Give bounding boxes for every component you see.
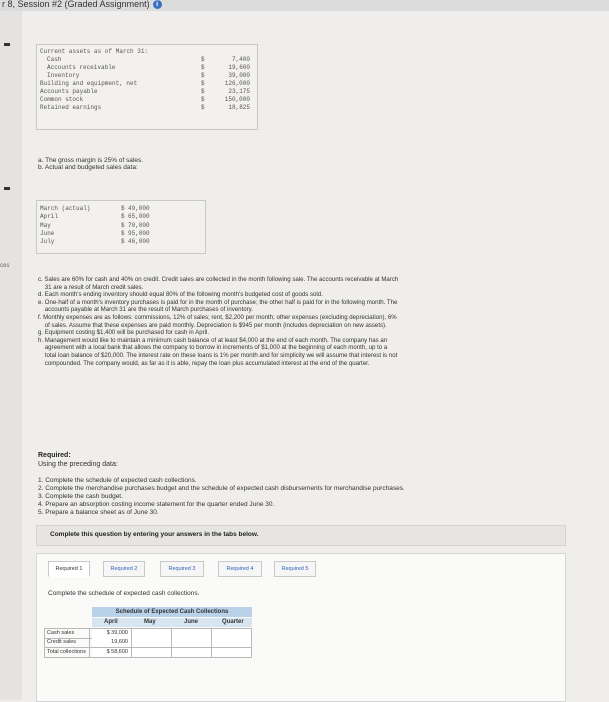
table-row (40, 230, 200, 238)
note-line: c. Sales are 60% for cash and 40% on credit. Credit sales are collected in the month following sale. The accounts receivable at March (38, 276, 399, 283)
row-amount: 7,400 (231, 56, 250, 63)
row-amount: 19,600 (228, 64, 250, 71)
tab-required-4[interactable]: Required 4 (218, 561, 262, 577)
row-label: Accounts payable (40, 88, 98, 95)
info-icon[interactable]: i (153, 0, 162, 9)
tab-required-5[interactable]: Required 5 (274, 561, 316, 577)
row-label: Accounts receivable (47, 64, 116, 71)
dollar-sign: $ (201, 104, 205, 111)
cell-june-total-collections[interactable] (172, 648, 212, 657)
required-item: 5. Prepare a balance sheet as of June 30. (38, 509, 159, 516)
row-amount: 70,000 (128, 221, 150, 229)
dollar-sign: $ (121, 229, 125, 237)
dollar-sign: $ (121, 238, 125, 246)
row-label: June (40, 229, 55, 237)
note-line: e. One-half of a month's inventory purchases is paid for in the month of purchase; the other half is paid for in the following month. The (38, 298, 398, 306)
balance-header-text: Current assets as of March 31: (40, 48, 149, 55)
row-label: May (40, 221, 51, 229)
table-row (40, 56, 250, 64)
tab-instruction: Complete the schedule of expected cash collections. (48, 590, 200, 597)
table-row (40, 72, 250, 80)
edge-marker (4, 43, 10, 46)
note-line: d. Each month's ending inventory should equal 80% of the following month's budgeted cost of goods sold. (38, 291, 323, 299)
instructions-text: Complete this question by entering your answers in the tabs below. (50, 531, 259, 538)
note-line: accounts payable at March 31 are the result of March purchases of inventory. (38, 306, 253, 314)
cell-quarter-cash-sales[interactable] (212, 629, 252, 638)
table-row (44, 638, 252, 648)
cell-april-cash-sales[interactable]: $ 39,000 (92, 629, 132, 638)
month-header: June (184, 619, 199, 625)
row-amount: 46,000 (128, 238, 150, 246)
required-item: 2. Complete the merchandise purchases budget and the schedule of expected cash disbursements for merchandise purchases. (38, 485, 405, 492)
dollar-sign: $ (121, 221, 125, 229)
row-amount: 49,000 (128, 205, 150, 212)
row-label: Building and equipment, net (40, 80, 138, 87)
sales-data-table (40, 205, 200, 246)
row-label: Common stock (40, 96, 84, 103)
note-line: agreement with a local bank that allows the company to borrow in increments of $1,000 at the beginning of each month, up to a (38, 344, 388, 352)
edge-marker (4, 187, 10, 190)
row-label: Retained earnings (40, 104, 102, 111)
cell-may-total-collections[interactable] (132, 648, 172, 657)
note-line: h. Management would like to maintain a minimum cash balance of at least $4,000 at the end of each month. The company has an (38, 336, 388, 344)
row-label: Total collections (44, 648, 90, 657)
dollar-sign: $ (201, 64, 205, 71)
row-amount: 65,000 (128, 213, 150, 221)
assumption-a: a. The gross margin is 25% of sales. (38, 157, 144, 164)
note-line: total loan balance of $20,000. The interest rate on these loans is 1% per month and for simplicity we will assume that interest is not (38, 351, 398, 359)
cell-june-credit-sales[interactable] (172, 638, 212, 647)
schedule-month-headers (92, 618, 252, 627)
month-header: Quarter (222, 619, 244, 625)
instructions-bar (36, 525, 566, 546)
table-row (40, 222, 200, 230)
tab-required-3[interactable]: Required 3 (160, 561, 204, 577)
row-amount: 126,000 (224, 80, 250, 87)
dollar-sign: $ (201, 72, 205, 79)
dollar-sign: $ (201, 88, 205, 95)
left-sidebar-strip (0, 11, 22, 700)
row-amount: 23,175 (228, 88, 250, 95)
required-item: 1. Complete the schedule of expected cash collections. (38, 477, 197, 484)
table-row (40, 80, 250, 88)
table-row (40, 88, 250, 96)
balance-sheet (40, 48, 250, 112)
required-item: 4. Prepare an absorption costing income statement for the quarter ended June 30. (38, 501, 275, 508)
window-title-bar (0, 0, 609, 11)
row-label: Inventory (47, 72, 80, 79)
assumption-notes (38, 276, 398, 367)
row-amount: 95,000 (128, 229, 150, 237)
cell-may-credit-sales[interactable] (132, 638, 172, 647)
cell-quarter-total-collections[interactable] (212, 648, 252, 657)
cell-april-credit-sales[interactable]: 19,600 (92, 638, 132, 647)
note-line: of sales. Assume that these expenses are paid monthly. Depreciation is $945 per month (includes depreciation on new assets). (38, 321, 387, 329)
required-item: 3. Complete the cash budget. (38, 493, 123, 500)
row-amount: 18,825 (228, 104, 250, 111)
cell-june-cash-sales[interactable] (172, 629, 212, 638)
note-line: f. Monthly expenses are as follows: commissions, 12% of sales; rent, $2,200 per month; other expenses (excluding depreciation), 6% (38, 313, 397, 321)
required-list (38, 477, 405, 517)
assumption-b: b. Actual and budgeted sales data: (38, 164, 138, 172)
dollar-sign: $ (121, 205, 125, 212)
table-row (44, 648, 252, 658)
balance-sheet-header (40, 48, 250, 56)
tab-required-1[interactable]: Required 1 (48, 561, 90, 577)
note-line: 31 are a result of March credit sales. (38, 283, 144, 291)
requirement-tabs (48, 561, 368, 577)
row-label: Cash sales (44, 629, 90, 638)
cell-may-cash-sales[interactable] (132, 629, 172, 638)
row-label: Credit sales (44, 638, 90, 647)
tab-required-2[interactable]: Required 2 (103, 561, 145, 577)
row-label: July (40, 238, 55, 246)
note-line: compounded. The company would, as far as it is able, repay the loan plus accumulated interest at the end of the quarter. (38, 359, 370, 367)
dollar-sign: $ (201, 56, 205, 63)
row-label: Cash (47, 56, 62, 63)
table-row (40, 96, 250, 104)
row-amount: 39,000 (228, 72, 250, 79)
required-heading: Required: (38, 452, 71, 459)
required-subheading: Using the preceding data: (38, 461, 118, 468)
row-label: March (actual) (40, 205, 91, 212)
month-header: April (104, 619, 118, 625)
window-title: r 8, Session #2 (Graded Assignment) i (2, 0, 162, 9)
table-row (40, 213, 200, 221)
schedule-title: Schedule of Expected Cash Collections (92, 607, 252, 617)
cell-april-total-collections[interactable]: $ 58,600 (92, 648, 132, 657)
row-amount: 150,000 (224, 96, 250, 103)
left-edge-label: ces (0, 263, 10, 269)
table-row (40, 104, 250, 112)
row-label: April (40, 213, 59, 221)
table-row (40, 205, 200, 213)
cell-quarter-credit-sales[interactable] (212, 638, 252, 647)
dollar-sign: $ (201, 80, 205, 87)
table-row (40, 64, 250, 72)
assumptions-ab (38, 157, 143, 172)
dollar-sign: $ (121, 213, 125, 221)
note-line: g. Equipment costing $1,400 will be purchased for cash in April. (38, 329, 210, 337)
dollar-sign: $ (201, 96, 205, 103)
month-header: May (144, 619, 156, 625)
table-row (40, 238, 200, 246)
